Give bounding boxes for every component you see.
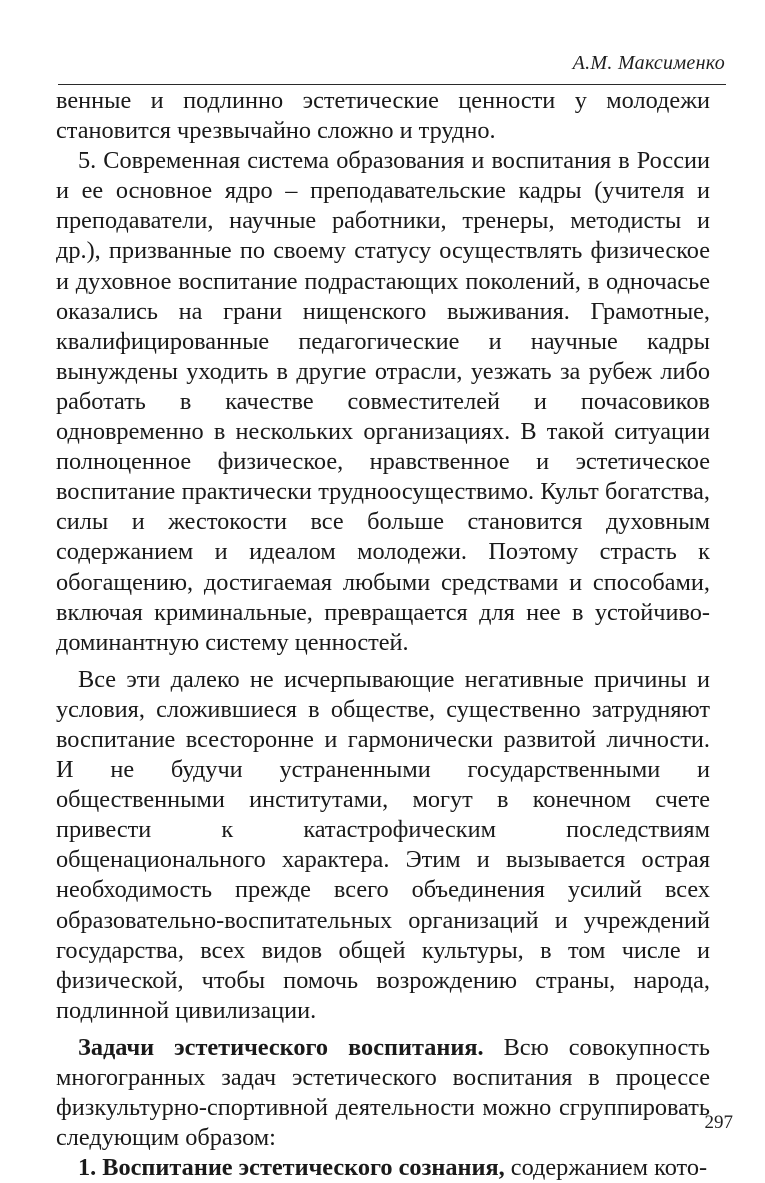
paragraph-task-1 bbox=[56, 1153, 710, 1183]
page-number: 297 bbox=[704, 1112, 733, 1133]
task-1-text: содержанием кото- bbox=[504, 1154, 708, 1182]
paragraph-negative-conditions: Все эти далеко не исчерпывающие негативные причины и условия, сложившиеся в обществе, существенно затрудняют воспитание всесторонне и гармонически развитой личности. И не будучи устраненными государственными и общественными институтами, могут в конечном счете привести к катастрофическим последствиям общенационального характера. Этим и вызывается острая необходимость прежде всего объединения усилий всех образовательно-воспитательных организаций и учреждений государства, всех видов общей культуры, в том числе и физической, чтобы помочь возрождению страны, народа, подлинной цивилизации. bbox=[56, 665, 710, 1024]
paragraph-continuation: венные и подлинно эстетические ценности у молодежи становится чрезвычайно сложно и трудно. bbox=[56, 87, 710, 145]
paragraph-aesthetic-tasks-text: Всю совокупность многогранных задач эстетического воспитания в процессе физкультурно-спортивной деятельности можно сгруппировать следующим образом: bbox=[56, 1033, 710, 1152]
section-heading-aesthetic-tasks: Задачи эстетического воспитания. bbox=[78, 1033, 484, 1061]
main-text bbox=[56, 86, 710, 1183]
running-header-author: А.М. Максименко bbox=[572, 52, 725, 74]
header-rule bbox=[58, 84, 726, 85]
paragraph-item-5: 5. Современная система образования и воспитания в России и ее основное ядро – преподавательские кадры (учителя и преподаватели, научные работники, тренеры, методисты и др.), призванные по своему статусу осуществлять физическое и духовное воспитание подрастающих поколений, в одночасье оказались на грани нищенского выживания. Грамотные, квалифицированные педагогические и научные кадры вынуждены уходить в другие отрасли, уезжать за рубеж либо работать в качестве совместителей и почасовиков одновременно в нескольких организациях. В такой ситуации полноценное физическое, нравственное и эстетическое воспитание практически трудноосуществимо. Культ богатства, силы и жестокости все больше становится духовным содержанием и идеалом молодежи. Поэтому страсть к обогащению, достигаемая любыми средствами и способами, включая криминальные, превращается для нее в устойчиво-доминантную систему ценностей. bbox=[56, 147, 710, 656]
task-1-heading: 1. Воспитание эстетического сознания, bbox=[78, 1154, 505, 1182]
paragraph-aesthetic-tasks bbox=[56, 1033, 710, 1153]
